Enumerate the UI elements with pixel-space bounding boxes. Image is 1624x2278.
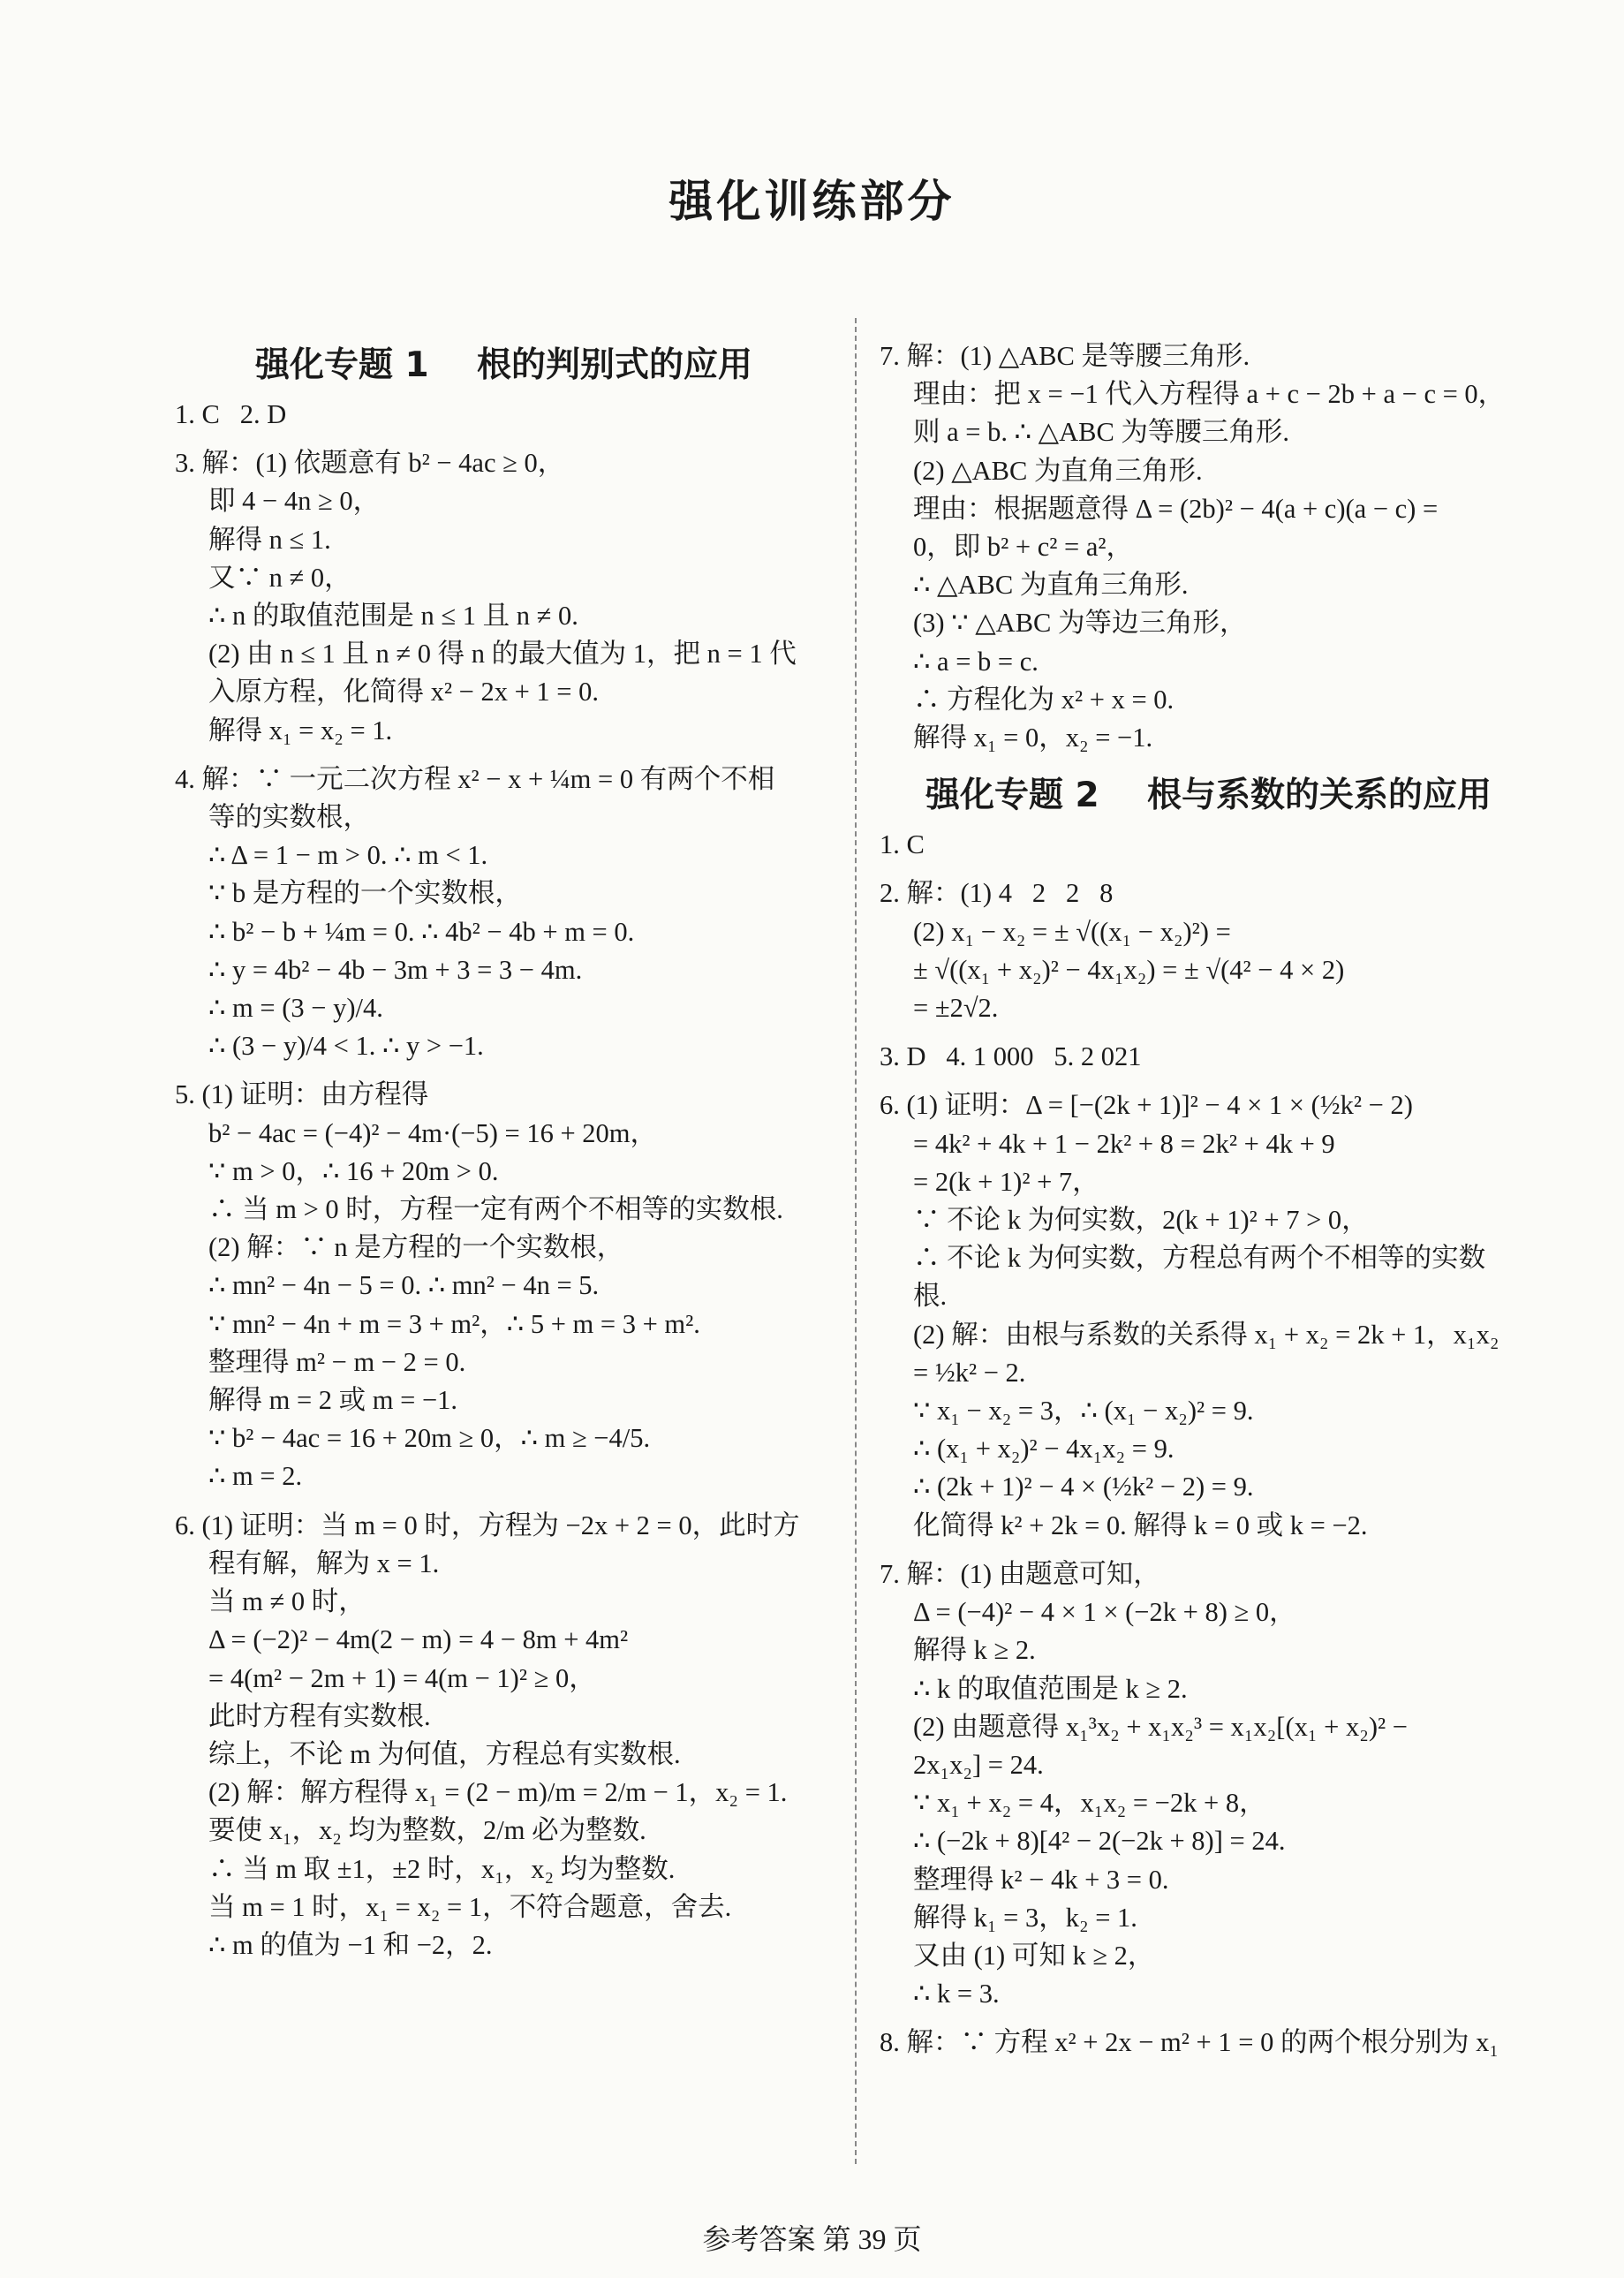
answer-line: (2) △ABC 为直角三角形. — [913, 455, 1203, 486]
answer-line: ∴ Δ = 1 − m > 0. ∴ m < 1. — [208, 840, 488, 871]
answer-line: 综上，不论 m 为何值，方程总有实数根. — [208, 1738, 681, 1769]
answer-line: 此时方程有实数根. — [208, 1700, 431, 1731]
answer-line: ∴ 不论 k 为何实数，方程总有两个不相等的实数 — [913, 1243, 1486, 1274]
answer-line: 当 m = 1 时，x₁ = x₂ = 1，不符合题意，舍去. — [208, 1891, 732, 1922]
answer-line: 0，即 b² + c² = a²， — [913, 532, 1134, 563]
answer-line: 7. 解：(1) 由题意可知， — [880, 1558, 1160, 1589]
right-answer-lines-after — [880, 826, 1537, 2062]
page-footer: 参考答案 第 39 页 — [702, 2223, 922, 2255]
answer-line: ∴ a = b = c. — [913, 646, 1039, 677]
answer-line: 程有解，解为 x = 1. — [208, 1548, 440, 1578]
answer-line: 5. (1) 证明：由方程得 — [175, 1079, 429, 1110]
answer-line: 要使 x₁，x₂ 均为整数，2/m 必为整数. — [208, 1815, 646, 1846]
answer-line: ∴ n 的取值范围是 n ≤ 1 且 n ≠ 0. — [208, 601, 578, 632]
section-title-1: 强化专题 1 根的判别式的应用 — [254, 345, 753, 385]
answer-line: 又由 (1) 可知 k ≥ 2， — [913, 1940, 1155, 1971]
answer-line: ∵ 不论 k 为何实数，2(k + 1)² + 7 > 0， — [913, 1205, 1369, 1236]
answer-line: 解得 k₁ = 3，k₂ = 1. — [913, 1902, 1137, 1933]
answer-line: ∵ b 是方程的一个实数根， — [208, 878, 522, 909]
answer-line: ± √((x₁ + x₂)² − 4x₁x₂) = ± √(4² − 4 × 2) — [913, 954, 1345, 985]
answer-line: ∴ (−2k + 8)[4² − 2(−2k + 8)] = 24. — [913, 1826, 1286, 1857]
answer-line: ∴ m = (3 − y)/4. — [208, 993, 383, 1024]
answer-line: 理由：把 x = −1 代入方程得 a + c − 2b + a − c = 0， — [913, 379, 1506, 410]
answer-line: ∴ mn² − 4n − 5 = 0. ∴ mn² − 4n = 5. — [208, 1270, 600, 1301]
answer-line: (2) 由题意得 x₁³x₂ + x₁x₂³ = x₁x₂[(x₁ + x₂)² − — [913, 1711, 1408, 1742]
answer-line: = 4k² + 4k + 1 − 2k² + 8 = 2k² + 4k + 9 — [913, 1128, 1335, 1159]
answer-line: = 4(m² − 2m + 1) = 4(m − 1)² ≥ 0， — [208, 1662, 596, 1693]
answer-line: ∵ mn² − 4n + m = 3 + m²，∴ 5 + m = 3 + m². — [208, 1308, 700, 1339]
answer-line: 化简得 k² + 2k = 0. 解得 k = 0 或 k = −2. — [913, 1510, 1368, 1540]
left-answer-lines — [175, 396, 833, 1964]
right-answer-lines-before — [880, 337, 1537, 757]
answer-line: 6. (1) 证明：当 m = 0 时，方程为 −2x + 2 = 0，此时方 — [175, 1510, 800, 1540]
answer-line: 解得 k ≥ 2. — [913, 1635, 1036, 1666]
answer-line: ∴ (x₁ + x₂)² − 4x₁x₂ = 9. — [913, 1434, 1175, 1464]
answer-line: = ½k² − 2. — [913, 1357, 1026, 1388]
answer-line: 根. — [913, 1281, 948, 1312]
answer-line: Δ = (−2)² − 4m(2 − m) = 4 − 8m + 4m² — [208, 1624, 629, 1655]
answer-line: 整理得 k² − 4k + 3 = 0. — [913, 1864, 1169, 1895]
answer-line: 入原方程，化简得 x² − 2x + 1 = 0. — [208, 677, 599, 708]
answer-line: 又∵ n ≠ 0， — [208, 562, 351, 593]
answer-line: ∴ k 的取值范围是 k ≥ 2. — [913, 1673, 1188, 1704]
answer-line: 8. 解：∵ 方程 x² + 2x − m² + 1 = 0 的两个根分别为 x₁ — [880, 2027, 1499, 2058]
answer-line: 解得 m = 2 或 m = −1. — [208, 1385, 458, 1416]
answer-line: (2) 解：由根与系数的关系得 x₁ + x₂ = 2k + 1，x₁x₂ — [913, 1319, 1499, 1350]
answer-line: ∵ x₁ + x₂ = 4，x₁x₂ = −2k + 8， — [913, 1788, 1266, 1819]
answer-line: (2) 解：∵ n 是方程的一个实数根， — [208, 1232, 624, 1263]
page-title: 强化训练部分 — [668, 176, 956, 227]
answer-line: Δ = (−4)² − 4 × 1 × (−2k + 8) ≥ 0， — [913, 1597, 1296, 1628]
answer-line: ∵ x₁ − x₂ = 3，∴ (x₁ − x₂)² = 9. — [913, 1396, 1254, 1427]
answer-line: ∴ 当 m 取 ±1，±2 时，x₁，x₂ 均为整数. — [208, 1853, 676, 1884]
column-divider — [855, 318, 857, 2164]
answer-line: 即 4 − 4n ≥ 0， — [208, 486, 381, 517]
answer-line: 4. 解：∵ 一元二次方程 x² − x + ¼m = 0 有两个不相 — [175, 763, 775, 794]
answer-line: (3) ∵ △ABC 为等边三角形， — [913, 608, 1247, 639]
answer-line: ∴ y = 4b² − 4b − 3m + 3 = 3 − 4m. — [208, 954, 583, 985]
answer-line: ∴ m = 2. — [208, 1461, 303, 1492]
answer-line: (2) 由 n ≤ 1 且 n ≠ 0 得 n 的最大值为 1，把 n = 1 代 — [208, 639, 797, 670]
answer-line: ∴ 方程化为 x² + x = 0. — [913, 684, 1175, 715]
answer-line: 6. (1) 证明：Δ = [−(2k + 1)]² − 4 × 1 × (½k² − 2) — [880, 1090, 1413, 1121]
answer-line: = ±2√2. — [913, 993, 999, 1024]
answer-line: 则 a = b. ∴ △ABC 为等腰三角形. — [913, 417, 1290, 448]
answer-line: 整理得 m² − m − 2 = 0. — [208, 1346, 466, 1377]
answer-line: ∴ b² − b + ¼m = 0. ∴ 4b² − 4b + m = 0. — [208, 916, 635, 947]
answer-line: = 2(k + 1)² + 7， — [913, 1166, 1099, 1197]
answer-line: (2) x₁ − x₂ = ± √((x₁ − x₂)²) = — [913, 916, 1231, 947]
answer-line: ∵ m > 0，∴ 16 + 20m > 0. — [208, 1155, 499, 1186]
answer-line: 3. D 4. 1 000 5. 2 021 — [880, 1041, 1142, 1072]
answer-line: 理由：根据题意得 Δ = (2b)² − 4(a + c)(a − c) = — [913, 493, 1439, 524]
answer-line: b² − 4ac = (−4)² − 4m·(−5) = 16 + 20m， — [208, 1117, 658, 1148]
answer-line: (2) 解：解方程得 x₁ = (2 − m)/m = 2/m − 1，x₂ = 1. — [208, 1777, 788, 1808]
answer-line: 解得 x₁ = 0，x₂ = −1. — [913, 723, 1153, 753]
answer-line: 3. 解：(1) 依题意有 b² − 4ac ≥ 0， — [175, 448, 565, 479]
answer-line: 当 m ≠ 0 时， — [208, 1586, 366, 1617]
answer-line: ∴ (2k + 1)² − 4 × (½k² − 2) = 9. — [913, 1472, 1254, 1502]
left-column — [175, 337, 833, 1964]
answer-line: ∴ (3 − y)/4 < 1. ∴ y > −1. — [208, 1031, 484, 1062]
answer-line: 1. C — [880, 829, 925, 860]
answer-line: 解得 n ≤ 1. — [208, 524, 331, 555]
answer-line: 7. 解：(1) △ABC 是等腰三角形. — [880, 341, 1250, 371]
answer-line: 等的实数根， — [208, 802, 370, 833]
answer-line: ∴ m 的值为 −1 和 −2，2. — [208, 1929, 493, 1960]
answer-line: ∴ k = 3. — [913, 1979, 1000, 2009]
answer-line: ∴ △ABC 为直角三角形. — [913, 570, 1189, 601]
answer-line: ∴ 当 m > 0 时，方程一定有两个不相等的实数根. — [208, 1194, 783, 1225]
answer-line: 2x₁x₂] = 24. — [913, 1749, 1044, 1780]
answer-line: 解得 x₁ = x₂ = 1. — [208, 715, 393, 745]
answer-line: 2. 解：(1) 4 2 2 8 — [880, 878, 1114, 909]
answer-line: 1. C 2. D — [175, 399, 287, 429]
section-title-2: 强化专题 2 根与系数的关系的应用 — [925, 776, 1492, 816]
right-column — [880, 337, 1537, 2062]
answer-line: ∵ b² − 4ac = 16 + 20m ≥ 0，∴ m ≥ −4/5. — [208, 1423, 651, 1454]
